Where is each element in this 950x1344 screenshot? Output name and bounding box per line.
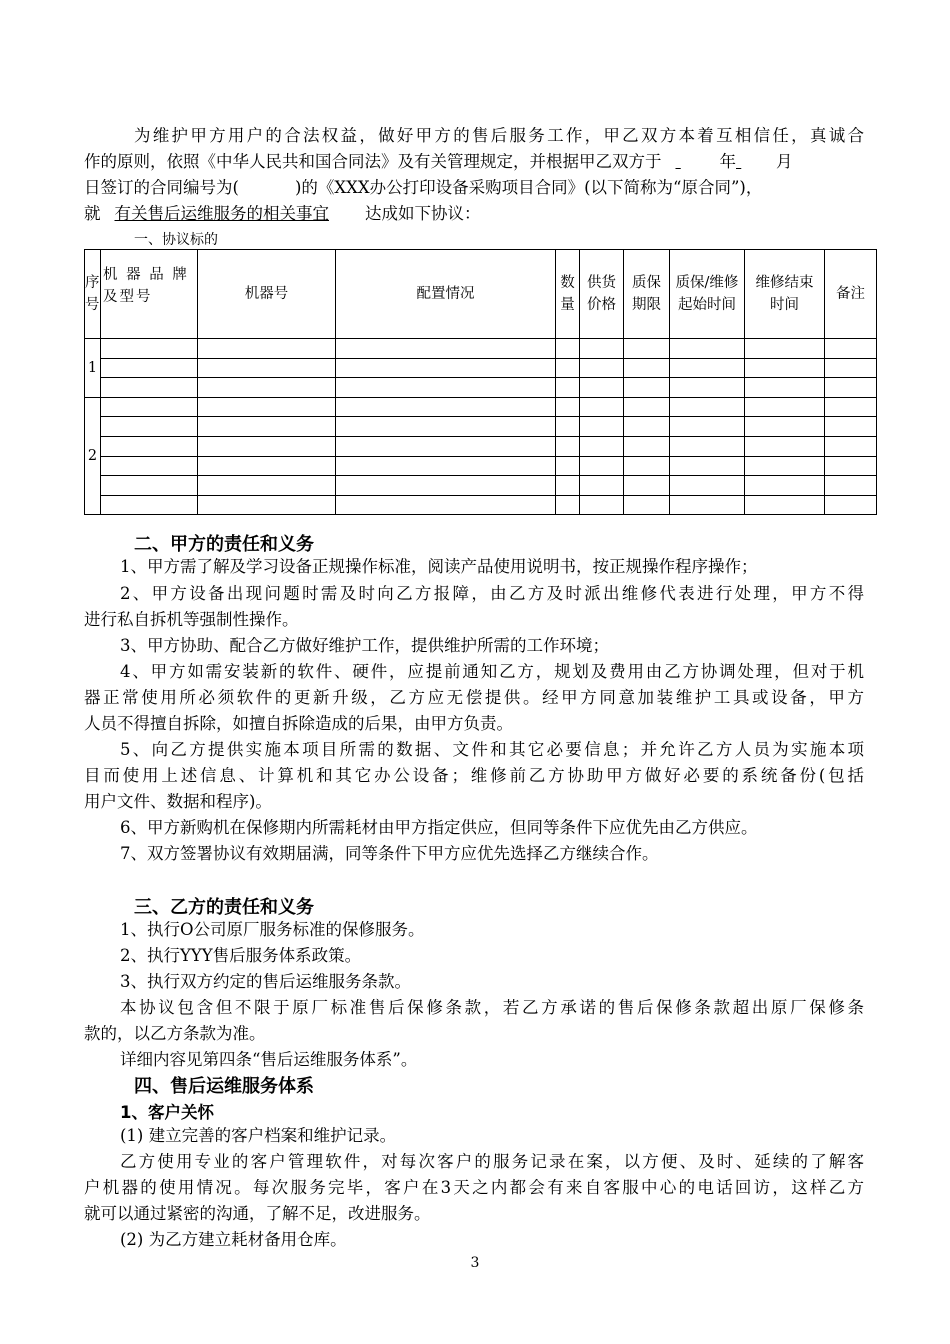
- page-number: 3: [470, 1255, 480, 1271]
- section2-title: 二、甲方的责任和义务: [134, 534, 314, 555]
- section2-item-4-cont-2: 人员不得擅自拆除，如擅自拆除造成的后果，由甲方负责。: [84, 714, 513, 733]
- agreement-table: [84, 249, 877, 515]
- section1-title: 一、协议标的: [134, 232, 218, 248]
- section4-item-2: (2) 为乙方建立耗材备用仓库。: [120, 1230, 347, 1249]
- section3-item-2: 2、执行YYY售后服务体系政策。: [120, 946, 362, 965]
- section3-see-detail: 详细内容见第四条“售后运维服务体系”。: [120, 1050, 418, 1069]
- table-row: [85, 417, 877, 437]
- col-price: 供货价格: [580, 250, 624, 339]
- col-qty: 数量: [556, 250, 580, 339]
- section3-item-1: 1、执行O公司原厂服务标准的保修服务。: [120, 920, 425, 939]
- intro-month-label: 月: [776, 152, 793, 171]
- section3-note: 本协议包含但不限于原厂标准售后保修条款，若乙方承诺的售后保修条款超出原厂保修条: [120, 998, 864, 1017]
- section2-item-5-cont-2: 用户文件、数据和程序)。: [84, 792, 272, 811]
- intro-line-2-text: 作的原则，依照《中华人民共和国合同法》及有关管理规定，并根据甲乙双方于: [84, 152, 662, 171]
- col-machine-no: 机器号: [198, 250, 336, 339]
- table-row: [85, 476, 877, 496]
- section2-item-1: 1、甲方需了解及学习设备正规操作标准，阅读产品使用说明书，按正规操作程序操作；: [120, 557, 758, 576]
- col-warranty: 质保期限: [624, 250, 670, 339]
- section2-item-3: 3、甲方协助、配合乙方做好维护工作，提供维护所需的工作环境；: [120, 636, 609, 655]
- col-start: 质保/维修起始时间: [670, 250, 745, 339]
- table-row: [85, 397, 877, 417]
- section4-para-3: 就可以通过紧密的沟通，了解不足，改进服务。: [84, 1204, 431, 1223]
- intro-line-1: 为维护甲方用户的合法权益，做好甲方的售后服务工作，甲乙双方本着互相信任，真诚合: [134, 126, 864, 145]
- section2-item-7: 7、双方签署协议有效期届满，同等条件下甲方应优先选择乙方继续合作。: [120, 844, 659, 863]
- section2-item-5-cont-1: 目而使用上述信息、计算机和其它办公设备；维修前乙方协助甲方做好必要的系统备份(包括: [84, 766, 864, 785]
- col-note: 备注: [825, 250, 877, 339]
- group-2-seq: 2: [85, 397, 101, 515]
- section2-item-4: 4、甲方如需安装新的软件、硬件，应提前通知乙方，规划及费用由乙方协调处理，但对于机: [120, 662, 864, 681]
- table-row: [85, 378, 877, 398]
- section4-para-1: 乙方使用专业的客户管理软件，对每次客户的服务记录在案，以方便、及时、延续的了解客: [120, 1152, 864, 1171]
- section2-item-5: 5、向乙方提供实施本项目所需的数据、文件和其它必要信息；并允许乙方人员为实施本项: [120, 740, 864, 759]
- table-row: [85, 495, 877, 515]
- group-1-seq: 1: [85, 339, 101, 398]
- section3-item-3: 3、执行双方约定的售后运维服务条款。: [120, 972, 411, 991]
- section4-item-1: (1) 建立完善的客户档案和维护记录。: [120, 1126, 397, 1145]
- section3-note-cont: 款的，以乙方条款为准。: [84, 1024, 266, 1043]
- section4-title: 四、售后运维服务体系: [134, 1076, 314, 1097]
- section4-para-2: 户机器的使用情况。每次服务完毕，客户在3天之内都会有来自客服中心的电话回访，这样乙方: [84, 1178, 864, 1197]
- intro-contract-no-label: 日签订的合同编号为(: [84, 178, 239, 197]
- table-row: [85, 358, 877, 378]
- col-end: 维修结束时间: [745, 250, 825, 339]
- section2-item-2: 2、甲方设备出现问题时需及时向乙方报障，由乙方及时派出维修代表进行处理，甲方不得: [120, 584, 864, 603]
- section3-title: 三、乙方的责任和义务: [134, 897, 314, 918]
- table-header-row: [85, 250, 877, 339]
- intro-line-4: [84, 203, 481, 225]
- intro-line-2: [84, 151, 793, 173]
- table-row: [85, 456, 877, 476]
- col-brand: 机 器 品 牌 及型号: [101, 250, 198, 339]
- intro-line-4-prefix: 就: [84, 204, 101, 223]
- section2-item-4-cont-1: 器正常使用所必须软件的更新升级，乙方应无偿提供。经甲方同意加装维护工具或设备，甲方: [84, 688, 864, 707]
- intro-subject: [101, 203, 366, 225]
- intro-contract-name: )的《XXX办公打印设备采购项目合同》(以下简称为“原合同”)，: [294, 178, 763, 197]
- col-config: 配置情况: [336, 250, 556, 339]
- intro-subject-text: 有关售后运维服务的相关事宜: [114, 204, 329, 223]
- table-row: [85, 436, 877, 456]
- section2-item-6: 6、甲方新购机在保修期内所需耗材由甲方指定供应，但同等条件下应优先由乙方供应。: [120, 818, 758, 837]
- section4-sub1: 1、客户关怀: [120, 1103, 214, 1122]
- table-row: [85, 339, 877, 359]
- col-seq: 序号: [85, 250, 101, 339]
- intro-line-4-suffix: 达成如下协议：: [365, 204, 481, 223]
- intro-year-label: 年: [719, 152, 736, 171]
- section2-item-2-cont: 进行私自拆机等强制性操作。: [84, 610, 299, 629]
- intro-line-3: [84, 177, 762, 199]
